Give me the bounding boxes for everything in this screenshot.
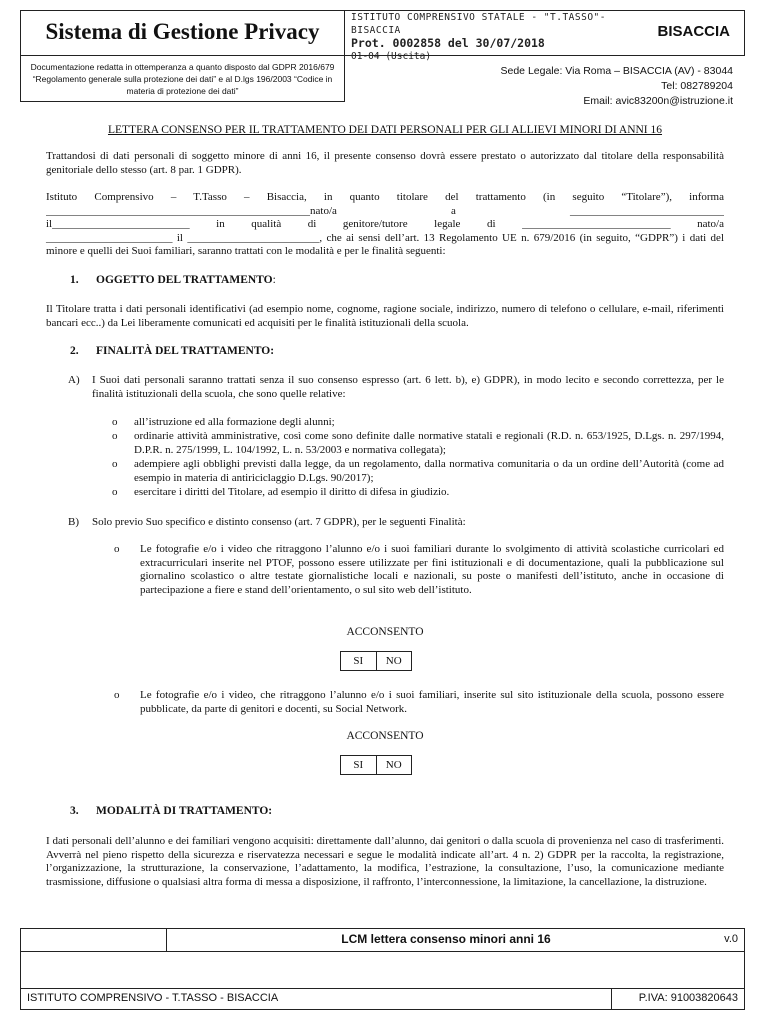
section-1-title: OGGETTO DEL TRATTAMENTO bbox=[96, 274, 273, 286]
section-1-number: 1. bbox=[70, 274, 79, 286]
section-2-title: FINALITÀ DEL TRATTAMENTO: bbox=[96, 345, 275, 357]
bullet-marker: o bbox=[114, 543, 120, 555]
section-3-text: I dati personali dell’alunno e dei familiari vengono acquisiti: direttamente dall’alunno, dai genitori o dalla scuola di provenienza nel caso di trasferimenti. Avverrà nel pieno rispetto della sicurezza e riservatezza necessari e segue le modalità indicate all’art. 4 n. 2) GDPR per la raccolta, la registrazione, l’organizzazione, la strutturazione, la conservazione, l’adattamento, la modifica, l’estrazione, la consultazione, l’uso, la comunicazione mediante trasmissione, diffusione o qualsiasi altra forma di messa a disposizione, il raffronto, l’interconnessione, la limitazione, la cancellazione, la distruzione. bbox=[46, 835, 724, 888]
list-item bbox=[114, 689, 724, 716]
list-item bbox=[112, 430, 724, 457]
section-3-title: MODALITÀ DI TRATTAMENTO: bbox=[96, 805, 273, 817]
holder-paragraph bbox=[46, 191, 724, 259]
consent-choice-2[interactable] bbox=[340, 755, 412, 775]
holder-line-1: Istituto Comprensivo – T.Tasso – Bisaccia, in quanto titolare del trattamento (in seguito “Titolare”), informa bbox=[46, 191, 724, 203]
bullet-marker: o bbox=[112, 486, 118, 498]
documentation-note: Documentazione redatta in ottemperanza a quanto disposto dal GDPR 2016/679 “Regolamento generale sulla protezione dei dati” e al D.lgs 196/2003 “Codice in materia di protezione dei dati” bbox=[20, 56, 345, 102]
footer-divider bbox=[611, 989, 612, 1009]
purpose-b bbox=[68, 516, 724, 530]
consent-si-1[interactable]: SI bbox=[341, 652, 377, 670]
email: Email: avic83200n@istruzione.it bbox=[583, 95, 733, 107]
footer-version: v.0 bbox=[724, 933, 738, 945]
purpose-b-label: B) bbox=[68, 516, 79, 528]
footer-info-row bbox=[21, 988, 744, 1009]
purpose-a-text: I Suoi dati personali saranno trattati senza il suo consenso espresso (art. 6 lett. b), e) GDPR), in modo lecito e secondo correttezza, per le finalità istituzionali della scuola, che sono quelle relative: bbox=[92, 374, 724, 400]
stamp-class: 01-04 (Uscita) bbox=[351, 51, 432, 62]
section-1-heading bbox=[70, 274, 276, 286]
purpose-b-text: Solo previo Suo specifico e distinto consenso (art. 7 GDPR), per le seguenti Finalità: bbox=[92, 516, 466, 528]
b-item-1: Le fotografie e/o i video che ritraggono l’alunno e/o i suoi familiari durante lo svolgimento di attività scolastiche curricolari ed extracurriculari inserite nel PTOF, possono essere utilizzate per fini istituzionali e di documentazione, quali la pubblicazione sul giornalino scolastico o altre testate giornalistiche locali e nazionali, su poste o manifesti dell’istituto, anche in occasione di partecipazione a fiere e stand dell’orientamento, o sul sito web dell’istituto. bbox=[140, 543, 724, 596]
a-item-2: ordinarie attività amministrative, così come sono definite dalle normative statali e regionali (R.D. n. 653/1925, D.Lgs. n. 297/1994, D.P.R. n. 275/1999, L. 104/1992, L. n. 53/2003 e normativa collegata); bbox=[134, 430, 724, 456]
bullet-marker: o bbox=[112, 430, 118, 442]
header-stamp-box bbox=[345, 10, 745, 62]
purpose-a bbox=[68, 374, 724, 401]
a-item-4: esercitare i diritti del Titolare, ad esempio il diritto di difesa in giudizio. bbox=[134, 486, 450, 498]
list-item bbox=[114, 543, 724, 597]
consent-label-1: ACCONSENTO bbox=[346, 626, 424, 638]
bullet-marker: o bbox=[112, 416, 118, 428]
stamp-protocol: Prot. 0002858 del 30/07/2018 bbox=[351, 36, 545, 50]
section-3-number: 3. bbox=[70, 805, 79, 817]
list-item bbox=[112, 416, 724, 430]
a-item-3: adempiere agli obblighi previsti dalla legge, da un regolamento, dalla normativa comunitaria o da un ordine dell’Autorità (come ad esempio in materia di antiriciclaggio D.Lgs. 90/2017); bbox=[134, 458, 724, 484]
consent-choice-1[interactable] bbox=[340, 651, 412, 671]
bullet-marker: o bbox=[114, 689, 120, 701]
stamp-school: ISTITUTO COMPRENSIVO STATALE - "T.TASSO"-BISACCIA bbox=[351, 12, 606, 36]
section-1-colon: : bbox=[272, 274, 276, 286]
consent-no-1[interactable]: NO bbox=[385, 655, 402, 667]
page-footer bbox=[20, 928, 745, 1010]
letter-title: LETTERA CONSENSO PER IL TRATTAMENTO DEI DATI PERSONALI PER GLI ALLIEVI MINORI DI ANNI 16 bbox=[107, 124, 663, 136]
consent-si-2[interactable]: SI bbox=[341, 756, 377, 774]
intro-paragraph: Trattandosi di dati personali di soggetto minore di anni 16, il presente consenso dovrà essere prestato o autorizzato dal titolare della responsabilità genitoriale dello stesso (art. 8 par. 1 GDPR). bbox=[46, 150, 724, 176]
footer-piva: P.IVA: 91003820643 bbox=[638, 992, 738, 1004]
footer-empty-cell bbox=[21, 929, 167, 951]
bullet-marker: o bbox=[112, 458, 118, 470]
b-item-2: Le fotografie e/o i video, che ritraggono l’alunno e/o i suoi familiari, inserite sul sito istituzionale della scuola, possono essere pubblicate, da parte di genitori e docenti, su Social Network. bbox=[140, 689, 724, 715]
consent-label-2: ACCONSENTO bbox=[346, 730, 424, 742]
footer-doc-title: LCM lettera consenso minori anni 16 bbox=[341, 932, 551, 946]
header-title-box bbox=[20, 10, 345, 56]
holder-line-4: _______________________ il ________________________, che ai sensi dell’art. 13 Regolamento UE n. 679/2016 (in seguito, “GDPR”) i dati del minore e quelli dei Suoi familiari, saranno trattati con le modalità e per le finalità seguenti: bbox=[46, 231, 724, 257]
protocol-stamp bbox=[351, 11, 651, 62]
purpose-a-label: A) bbox=[68, 374, 80, 386]
consent-no-2[interactable]: NO bbox=[385, 759, 402, 771]
section-1-text: Il Titolare tratta i dati personali identificativi (ad esempio nome, cognome, ragione sociale, indirizzo, numero di telefono o cellulare, e-mail, riferimenti bancari ecc..) da Lei liberamente comunicati ed acquisiti per le finalità istituzionali della scuola. bbox=[46, 303, 724, 329]
phone: Tel: 082789204 bbox=[661, 80, 733, 92]
list-item bbox=[112, 486, 724, 500]
list-item bbox=[112, 458, 724, 485]
school-contacts bbox=[501, 64, 734, 109]
section-2-heading bbox=[70, 345, 274, 357]
a-item-1: all’istruzione ed alla formazione degli alunni; bbox=[134, 416, 335, 428]
section-3-heading bbox=[70, 805, 272, 817]
holder-line-3: il_________________________ in qualità di genitore/tutore legale di ___________________________ nato/a bbox=[46, 218, 724, 230]
footer-school: ISTITUTO COMPRENSIVO - T.TASSO - BISACCIA bbox=[27, 992, 279, 1004]
header-right bbox=[345, 10, 745, 107]
section-2-number: 2. bbox=[70, 345, 79, 357]
holder-line-2: ________________________________________________nato/a a ____________________________ bbox=[46, 204, 724, 217]
school-short-name: BISACCIA bbox=[657, 23, 730, 40]
address: Sede Legale: Via Roma – BISACCIA (AV) - 83044 bbox=[500, 65, 733, 77]
system-title: Sistema di Gestione Privacy bbox=[45, 19, 320, 44]
footer-title-row bbox=[21, 929, 744, 952]
